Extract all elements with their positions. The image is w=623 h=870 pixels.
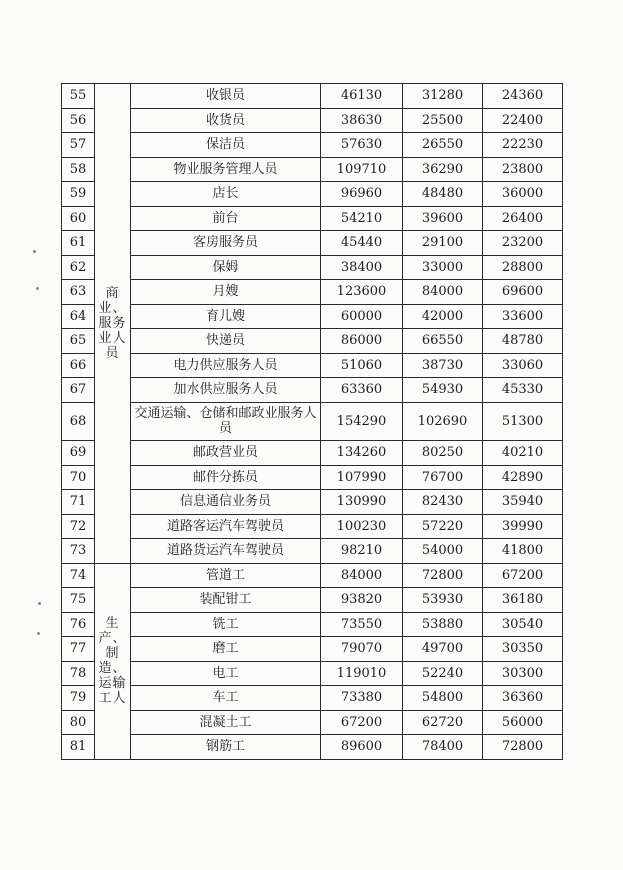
wage-high-cell: 89600 xyxy=(321,735,403,760)
category-cell: 商业、服务业人员 xyxy=(95,84,131,564)
wage-low-cell: 36180 xyxy=(483,588,563,613)
wage-low-cell: 40210 xyxy=(483,441,563,466)
wage-mid-cell: 39600 xyxy=(403,206,483,231)
table-row xyxy=(62,255,563,280)
wage-low-cell: 33600 xyxy=(483,304,563,329)
job-title-cell: 混凝土工 xyxy=(131,710,321,735)
wage-mid-cell: 52240 xyxy=(403,661,483,686)
job-title-cell: 店长 xyxy=(131,182,321,207)
wage-mid-cell: 48480 xyxy=(403,182,483,207)
wage-high-cell: 54210 xyxy=(321,206,403,231)
row-number: 75 xyxy=(62,588,95,613)
wage-mid-cell: 84000 xyxy=(403,280,483,305)
job-title-cell: 保姆 xyxy=(131,255,321,280)
wage-mid-cell: 25500 xyxy=(403,108,483,133)
wage-mid-cell: 57220 xyxy=(403,514,483,539)
row-number: 60 xyxy=(62,206,95,231)
wage-high-cell: 57630 xyxy=(321,133,403,158)
wage-low-cell: 56000 xyxy=(483,710,563,735)
job-title-cell: 前台 xyxy=(131,206,321,231)
job-title-cell: 车工 xyxy=(131,686,321,711)
wage-mid-cell: 102690 xyxy=(403,402,483,441)
wage-high-cell: 45440 xyxy=(321,231,403,256)
job-title-cell: 收银员 xyxy=(131,84,321,109)
table-row xyxy=(62,402,563,441)
row-number: 69 xyxy=(62,441,95,466)
table-row xyxy=(62,441,563,466)
wage-low-cell: 26400 xyxy=(483,206,563,231)
job-title-cell: 信息通信业务员 xyxy=(131,490,321,515)
table-row xyxy=(62,661,563,686)
wage-high-cell: 98210 xyxy=(321,539,403,564)
wage-low-cell: 30300 xyxy=(483,661,563,686)
wage-high-cell: 134260 xyxy=(321,441,403,466)
table-row xyxy=(62,280,563,305)
wage-low-cell: 42890 xyxy=(483,465,563,490)
wage-mid-cell: 33000 xyxy=(403,255,483,280)
row-number: 77 xyxy=(62,637,95,662)
row-number: 62 xyxy=(62,255,95,280)
wage-low-cell: 35940 xyxy=(483,490,563,515)
wage-low-cell: 24360 xyxy=(483,84,563,109)
wage-high-cell: 38630 xyxy=(321,108,403,133)
wage-mid-cell: 62720 xyxy=(403,710,483,735)
row-number: 72 xyxy=(62,514,95,539)
row-number: 70 xyxy=(62,465,95,490)
wage-mid-cell: 31280 xyxy=(403,84,483,109)
wage-mid-cell: 49700 xyxy=(403,637,483,662)
row-number: 65 xyxy=(62,329,95,354)
job-title-cell: 道路货运汽车驾驶员 xyxy=(131,539,321,564)
wage-mid-cell: 26550 xyxy=(403,133,483,158)
wage-mid-cell: 76700 xyxy=(403,465,483,490)
wage-mid-cell: 80250 xyxy=(403,441,483,466)
wage-mid-cell: 54930 xyxy=(403,378,483,403)
wage-low-cell: 33060 xyxy=(483,353,563,378)
job-title-cell: 保洁员 xyxy=(131,133,321,158)
wage-low-cell: 51300 xyxy=(483,402,563,441)
wage-high-cell: 96960 xyxy=(321,182,403,207)
job-title-cell: 收货员 xyxy=(131,108,321,133)
table-row xyxy=(62,735,563,760)
table-row xyxy=(62,710,563,735)
row-number: 81 xyxy=(62,735,95,760)
row-number: 63 xyxy=(62,280,95,305)
job-title-cell: 钢筋工 xyxy=(131,735,321,760)
job-title-cell: 装配钳工 xyxy=(131,588,321,613)
wage-low-cell: 23200 xyxy=(483,231,563,256)
wage-high-cell: 93820 xyxy=(321,588,403,613)
row-number: 80 xyxy=(62,710,95,735)
row-number: 57 xyxy=(62,133,95,158)
wage-low-cell: 22400 xyxy=(483,108,563,133)
table-row xyxy=(62,304,563,329)
table-row xyxy=(62,157,563,182)
wage-mid-cell: 42000 xyxy=(403,304,483,329)
job-title-cell: 快递员 xyxy=(131,329,321,354)
table-row xyxy=(62,563,563,588)
row-number: 64 xyxy=(62,304,95,329)
wage-low-cell: 41800 xyxy=(483,539,563,564)
wage-mid-cell: 38730 xyxy=(403,353,483,378)
wage-high-cell: 109710 xyxy=(321,157,403,182)
table-row xyxy=(62,206,563,231)
job-title-cell: 道路客运汽车驾驶员 xyxy=(131,514,321,539)
row-number: 66 xyxy=(62,353,95,378)
row-number: 55 xyxy=(62,84,95,109)
scan-speck xyxy=(37,632,40,635)
wage-high-cell: 119010 xyxy=(321,661,403,686)
table-row xyxy=(62,539,563,564)
job-title-cell: 月嫂 xyxy=(131,280,321,305)
wage-high-cell: 60000 xyxy=(321,304,403,329)
row-number: 67 xyxy=(62,378,95,403)
job-title-cell: 磨工 xyxy=(131,637,321,662)
row-number: 56 xyxy=(62,108,95,133)
wage-high-cell: 100230 xyxy=(321,514,403,539)
wage-table-body xyxy=(62,84,563,760)
wage-mid-cell: 53930 xyxy=(403,588,483,613)
wage-mid-cell: 53880 xyxy=(403,612,483,637)
wage-low-cell: 30540 xyxy=(483,612,563,637)
row-number: 79 xyxy=(62,686,95,711)
row-number: 78 xyxy=(62,661,95,686)
wage-low-cell: 72800 xyxy=(483,735,563,760)
table-row xyxy=(62,490,563,515)
wage-low-cell: 22230 xyxy=(483,133,563,158)
wage-high-cell: 79070 xyxy=(321,637,403,662)
row-number: 71 xyxy=(62,490,95,515)
wage-mid-cell: 54800 xyxy=(403,686,483,711)
wage-high-cell: 51060 xyxy=(321,353,403,378)
row-number: 68 xyxy=(62,402,95,441)
table-row xyxy=(62,353,563,378)
table-row xyxy=(62,612,563,637)
job-title-cell: 邮件分拣员 xyxy=(131,465,321,490)
wage-high-cell: 73380 xyxy=(321,686,403,711)
row-number: 74 xyxy=(62,563,95,588)
wage-high-cell: 73550 xyxy=(321,612,403,637)
wage-table xyxy=(61,83,563,760)
table-row xyxy=(62,329,563,354)
wage-low-cell: 36000 xyxy=(483,182,563,207)
job-title-cell: 电力供应服务人员 xyxy=(131,353,321,378)
job-title-cell: 管道工 xyxy=(131,563,321,588)
wage-mid-cell: 54000 xyxy=(403,539,483,564)
row-number: 61 xyxy=(62,231,95,256)
row-number: 76 xyxy=(62,612,95,637)
wage-mid-cell: 66550 xyxy=(403,329,483,354)
wage-high-cell: 130990 xyxy=(321,490,403,515)
wage-low-cell: 69600 xyxy=(483,280,563,305)
wage-high-cell: 84000 xyxy=(321,563,403,588)
table-row xyxy=(62,133,563,158)
table-row xyxy=(62,231,563,256)
wage-mid-cell: 72800 xyxy=(403,563,483,588)
wage-low-cell: 39990 xyxy=(483,514,563,539)
row-number: 59 xyxy=(62,182,95,207)
wage-high-cell: 38400 xyxy=(321,255,403,280)
job-title-cell: 物业服务管理人员 xyxy=(131,157,321,182)
wage-high-cell: 46130 xyxy=(321,84,403,109)
job-title-cell: 铣工 xyxy=(131,612,321,637)
scan-speck xyxy=(33,250,36,253)
table-row xyxy=(62,637,563,662)
wage-low-cell: 48780 xyxy=(483,329,563,354)
wage-low-cell: 23800 xyxy=(483,157,563,182)
job-title-cell: 育儿嫂 xyxy=(131,304,321,329)
wage-low-cell: 36360 xyxy=(483,686,563,711)
wage-high-cell: 154290 xyxy=(321,402,403,441)
scan-speck xyxy=(38,602,41,605)
wage-mid-cell: 78400 xyxy=(403,735,483,760)
job-title-cell: 交通运输、仓储和邮政业服务人员 xyxy=(131,402,321,441)
category-cell: 生产、制造、运输工人 xyxy=(95,563,131,759)
table-row xyxy=(62,588,563,613)
job-title-cell: 加水供应服务人员 xyxy=(131,378,321,403)
wage-mid-cell: 36290 xyxy=(403,157,483,182)
job-title-cell: 邮政营业员 xyxy=(131,441,321,466)
wage-low-cell: 45330 xyxy=(483,378,563,403)
wage-mid-cell: 29100 xyxy=(403,231,483,256)
scan-speck xyxy=(36,287,39,290)
table-row xyxy=(62,686,563,711)
wage-mid-cell: 82430 xyxy=(403,490,483,515)
row-number: 73 xyxy=(62,539,95,564)
wage-high-cell: 123600 xyxy=(321,280,403,305)
table-row xyxy=(62,465,563,490)
wage-high-cell: 107990 xyxy=(321,465,403,490)
table-row xyxy=(62,514,563,539)
table-row xyxy=(62,108,563,133)
table-row xyxy=(62,182,563,207)
wage-low-cell: 28800 xyxy=(483,255,563,280)
table-row xyxy=(62,378,563,403)
job-title-cell: 客房服务员 xyxy=(131,231,321,256)
table-row xyxy=(62,84,563,109)
wage-low-cell: 67200 xyxy=(483,563,563,588)
wage-low-cell: 30350 xyxy=(483,637,563,662)
job-title-cell: 电工 xyxy=(131,661,321,686)
wage-high-cell: 86000 xyxy=(321,329,403,354)
wage-high-cell: 63360 xyxy=(321,378,403,403)
row-number: 58 xyxy=(62,157,95,182)
wage-high-cell: 67200 xyxy=(321,710,403,735)
